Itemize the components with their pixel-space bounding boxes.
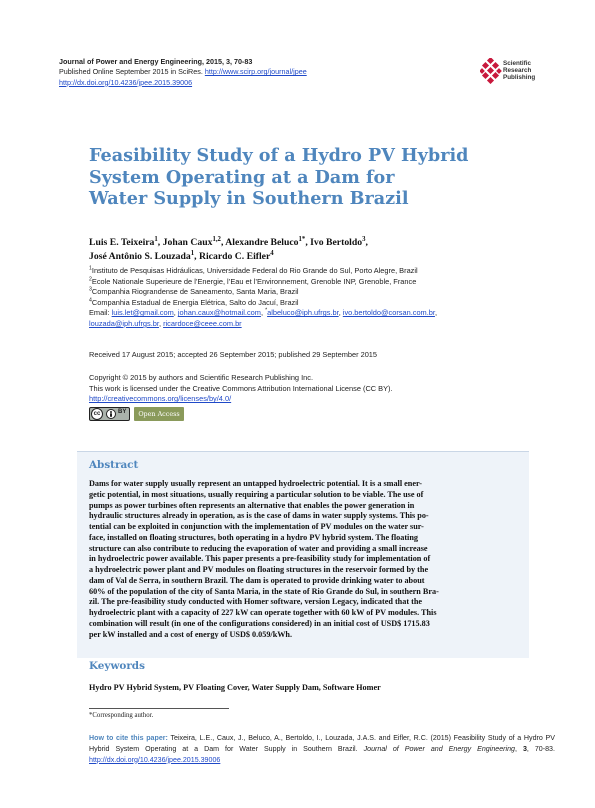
author-line1: Luis E. Teixeira$^1$, Johan Caux$^{1,2}$, Alexandre Beluco$^{1*}$, Ivo Bertoldo$^3$, — [89, 235, 368, 248]
author-name: José Antônio S. Louzada — [89, 250, 191, 262]
abstract-line: face, installed on floating structures, both operating in a hydro PV hybrid system. The floating — [89, 532, 418, 542]
abstract-line: Dams for water supply usually represent an untapped hydroelectric potential. It is a small ener- — [89, 479, 423, 488]
citation-pages: , 70-83. — [526, 744, 555, 753]
doi-link[interactable]: http://dx.doi.org/10.4236/jpee.2015.39006 — [59, 77, 193, 87]
abstract-line: 60% of the population of the city of Santa Maria, in the state of Rio Grande do Sul, in southern Bra- — [89, 586, 439, 596]
journal-url-link[interactable]: http://www.scirp.org/journal/jpee — [204, 67, 307, 77]
citation-journal: Journal of Power and Energy Engineering — [363, 744, 515, 753]
copyright-line: Copyright © 2015 by authors and Scientific Research Publishing Inc. — [89, 373, 314, 382]
title-line3: Water Supply in Southern Brazil — [89, 188, 409, 210]
abstract-line: hydroelectric plant with a capacity of 227 kW can operate together with 60 kW of PV modules. This — [89, 608, 437, 617]
journal-header — [59, 57, 307, 88]
affiliation — [89, 287, 559, 298]
abstract-line: a hydroelectric power plant and PV modules on floating structures in the reservoir formed by the — [89, 565, 429, 574]
keywords-text: Hydro PV Hybrid System, PV Floating Cover, Water Supply Dam, Software Homer — [89, 683, 381, 692]
scirp-logo-icon — [480, 58, 502, 84]
email-link[interactable]: louzada@iph.ufrgs.br — [89, 318, 159, 328]
email-link[interactable]: albeluco@iph.ufrgs.br — [267, 308, 339, 318]
affiliation-text: Companhia Riograndense de Saneamento, Santa Maria, Brazil — [91, 287, 299, 297]
author-sup: 1,2 — [212, 235, 221, 243]
affiliation-text: Companhia Estadual de Energia Elétrica, Salto do Jacuí, Brazil — [91, 297, 299, 307]
citation-doi-link[interactable]: http://dx.doi.org/10.4236/jpee.2015.39006 — [89, 755, 221, 764]
author-sup: 1* — [298, 235, 306, 243]
affiliation-sup: 2 — [89, 276, 92, 283]
keywords-heading: Keywords — [89, 660, 145, 672]
author-sup: 1 — [154, 235, 158, 243]
cc-by-badge[interactable] — [89, 407, 130, 421]
person-icon — [106, 409, 116, 419]
affiliation — [89, 298, 559, 309]
affiliation-sup: 1 — [89, 265, 92, 272]
citation-text: Teixeira, L.E., Caux, J., Beluco, A., Bertoldo, I., Louzada, J.A.S. and Eifler, R.C. (2015) Feasibility Study of a Hydro PV Hybrid System Operating at a Dam for Water Supply in Southern Brazil. — [89, 734, 556, 753]
affiliation-text: Instituto de Pesquisas Hidráulicas, Universidade Federal do Rio Grande do Sul, Porto Alegre, Brazil — [91, 266, 418, 275]
paper-title — [89, 145, 519, 210]
email-link[interactable]: luis.let@gmail.com — [111, 308, 174, 318]
author-sup: 1 — [190, 249, 195, 257]
publisher-line3: Publishing — [503, 74, 536, 82]
abstract-line: hydraulic structures already in operation, as is the case of dams in water supply systems. This po- — [89, 511, 429, 521]
corresponding-star: * — [265, 307, 268, 314]
author-name: Johan Caux — [162, 237, 213, 248]
publisher-line1: Scientific — [503, 60, 531, 67]
abstract-heading: Abstract — [89, 459, 139, 471]
license-line: This work is licensed under the Creative Commons Attribution International License (CC BY). — [89, 383, 393, 393]
abstract-line: tential can be exploited in conjunction with the implementation of PV modules on the water sur- — [89, 522, 424, 531]
title-line1: Feasibility Study of a Hydro PV Hybrid — [89, 145, 469, 166]
citation-volume: 3 — [522, 744, 527, 753]
author-list — [89, 236, 549, 263]
abstract-line: in hydroelectric power available. This paper presents a pre-feasibility study for implementation of — [89, 554, 431, 564]
publisher-name — [503, 60, 535, 82]
abstract-line: zil. The pre-feasibility study conducted with Homer software, version Legacy, indicated that the — [89, 597, 423, 607]
email-link[interactable]: ricardoce@ceee.com.br — [163, 318, 242, 328]
cc-icon: cc — [91, 408, 103, 420]
publisher-logo — [480, 58, 570, 86]
by-label: BY — [118, 409, 127, 415]
title-line2: System Operating at a Dam for — [89, 166, 395, 188]
affiliation-text: Ecole Nationale Superieure de l’Energie, l’Eau et l’Environnement, Grenoble INP, Grenoble, France — [91, 276, 417, 286]
email-link[interactable]: ivo.bertoldo@corsan.com.br — [342, 308, 435, 318]
license-link[interactable]: http://creativecommons.org/licenses/by/4.0/ — [89, 394, 232, 404]
published-prefix: Published Online September 2015 in SciRes. — [59, 67, 203, 77]
copyright-block — [89, 373, 559, 405]
abstract-line: combination will result (in one of the configurations considered) in an initial cost of USD$ 1715.83 — [89, 618, 430, 628]
affiliations — [89, 266, 559, 330]
abstract-line: getic potential, in most situations, usually requiring a particular solution to be viable. The use of — [89, 489, 424, 499]
citation-label: How to cite this paper: — [89, 734, 168, 742]
journal-line: Journal of Power and Energy Engineering, 2015, 3, 70-83 — [59, 57, 253, 66]
email-line: Email: luis.let@gmail.com, johan.caux@hotmail.com, *albeluco@iph.ufrgs.br, ivo.bertoldo@corsan.com.br, — [89, 307, 437, 318]
affiliation-sup: 3 — [89, 286, 92, 293]
author-sup: 3 — [362, 235, 366, 243]
email-link[interactable]: johan.caux@hotmail.com — [177, 308, 261, 318]
author-name: Ricardo C. Eifler — [198, 250, 271, 262]
author-name: Luis E. Teixeira — [89, 237, 155, 248]
affiliation — [89, 277, 559, 288]
published-line — [59, 67, 307, 77]
abstract-line: dam of Val de Serra, in southern Brazil. The dam is operated to provide drinking water to about — [89, 575, 425, 585]
citation-block: How to cite this paper: Teixeira, L.E., Caux, J., Beluco, A., Bertoldo, I., Louzada, J.A.S. and Eifler, R.C. (2015) Feasibility Study of a Hydro PV Hybrid System Operating at a Dam for Water Supply in Southern Brazil. Journal of Power and Energy Engineering, 3, 70-83. http://dx.doi.org/10.4236/jpee.2015.39006 — [89, 734, 556, 764]
footnote: *Corresponding author. — [89, 712, 154, 719]
email-label: Email: — [89, 308, 110, 318]
author-name: Ivo Bertoldo — [310, 237, 363, 248]
author-sup: 4 — [270, 249, 274, 257]
author-name: Alexandre Beluco — [225, 237, 299, 248]
abstract-text — [89, 479, 529, 640]
email-line: louzada@iph.ufrgs.br, ricardoce@ceee.com.br — [89, 318, 242, 328]
footnote-divider — [89, 708, 229, 709]
publication-dates: Received 17 August 2015; accepted 26 September 2015; published 29 September 2015 — [89, 350, 378, 359]
open-access-badge[interactable]: Open Access — [134, 407, 184, 421]
abstract-line: structure can also contribute to reducing the evaporation of water and providing a small increase — [89, 543, 428, 553]
author-line2: José Antônio S. Louzada$^1$, Ricardo C. Eifler$^4$ — [89, 249, 274, 262]
affiliation — [89, 266, 559, 277]
abstract-line: per kW installed and a cost of energy of USD$ 0.059/kWh. — [89, 629, 293, 639]
abstract-line: pumps as power turbines often represents an alternative that enables the power generation in — [89, 500, 415, 510]
affiliation-sup: 4 — [89, 297, 92, 304]
publisher-line2: Research — [503, 67, 532, 75]
